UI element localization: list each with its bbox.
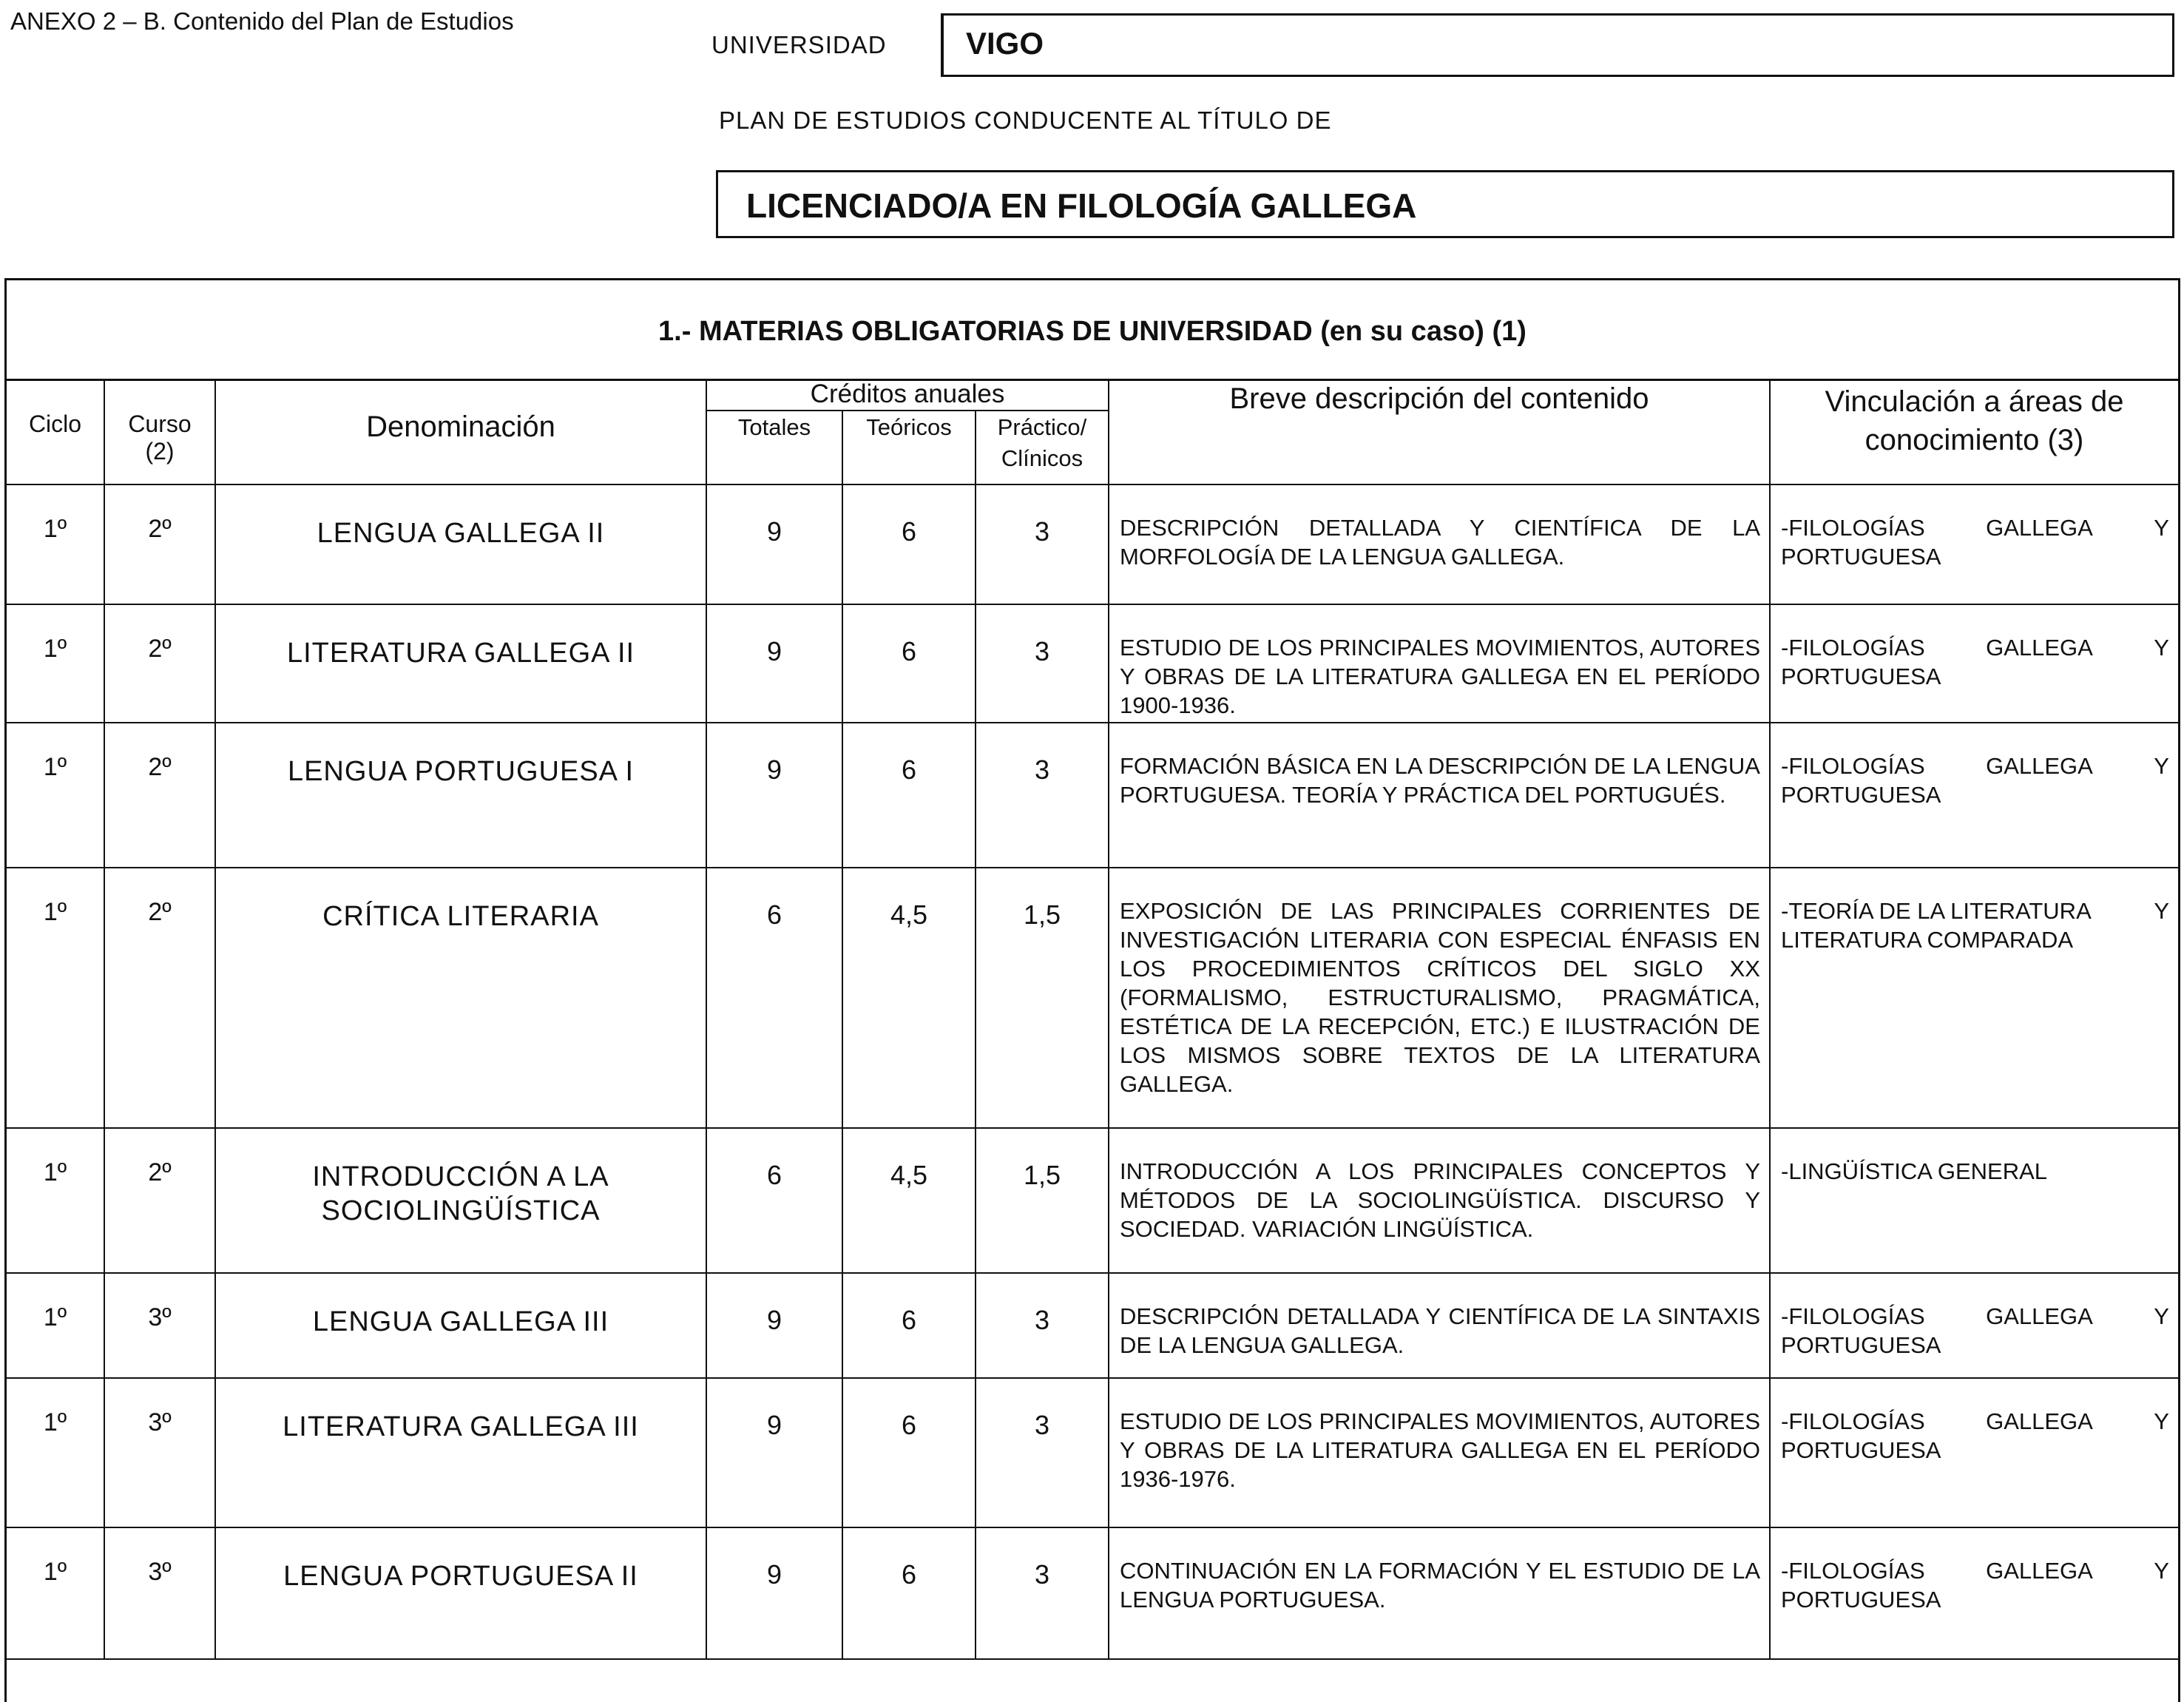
- ciclo-text: 1º: [43, 1408, 67, 1436]
- col-teoricos-header: Teóricos: [842, 411, 976, 484]
- practicos-text: 3: [1034, 1559, 1050, 1590]
- ciclo-text: 1º: [43, 753, 67, 781]
- totales-text: 9: [766, 636, 782, 666]
- col-curso-header: Curso (2): [104, 379, 215, 484]
- vinc-a-text: -LINGÜÍSTICA GENERAL: [1781, 1158, 2048, 1184]
- practicos-cell: [976, 1128, 1109, 1273]
- descripcion-text: DESCRIPCIÓN DETALLADA Y CIENTÍFICA DE LA MORFOLOGÍA DE LA LENGUA GALLEGA.: [1120, 515, 1760, 570]
- practicos-cell: [976, 604, 1109, 723]
- ciclo-cell: [7, 1273, 104, 1378]
- teoricos-cell: [842, 1378, 976, 1527]
- curso-cell: [104, 604, 215, 723]
- curso-cell: [104, 1128, 215, 1273]
- practicos-cell: [976, 1378, 1109, 1527]
- ciclo-cell: [7, 1527, 104, 1659]
- descripcion-cell: [1109, 1273, 1770, 1378]
- vinc-b-text: GALLEGA: [1986, 753, 2093, 779]
- teoricos-cell: [842, 868, 976, 1128]
- totales-cell: [706, 1527, 842, 1659]
- denominacion-cell: [215, 1378, 706, 1527]
- col-descripcion-header: Breve descripción del contenido: [1109, 379, 1770, 484]
- denominacion-cell: [215, 723, 706, 868]
- curso-text: 2º: [148, 898, 172, 926]
- vinc-rest-text: PORTUGUESA: [1781, 663, 1941, 689]
- vinc-b-text: GALLEGA: [1986, 1408, 2093, 1434]
- totales-cell: [706, 1273, 842, 1378]
- teoricos-text: 6: [901, 516, 917, 547]
- practicos-cell: [976, 484, 1109, 604]
- descripcion-cell: [1109, 1527, 1770, 1659]
- denominacion-text: LENGUA PORTUGUESA I: [287, 756, 635, 787]
- denominacion-cell: [215, 484, 706, 604]
- table-row: [7, 868, 2178, 1128]
- totales-text: 6: [766, 1160, 782, 1190]
- table-row: [7, 1128, 2178, 1273]
- vinc-rest-text: PORTUGUESA: [1781, 782, 1941, 808]
- vinc-a-text: -TEORÍA DE LA LITERATURA: [1781, 898, 2092, 924]
- curso-text: 3º: [148, 1558, 172, 1586]
- teoricos-cell: [842, 1527, 976, 1659]
- vinc-a-text: -FILOLOGÍAS: [1781, 1303, 1925, 1329]
- ciclo-text: 1º: [43, 898, 67, 926]
- denominacion-cell: [215, 1527, 706, 1659]
- vinculacion-cell: [1770, 1527, 2178, 1659]
- teoricos-cell: [842, 723, 976, 868]
- vinc-a-text: -FILOLOGÍAS: [1781, 753, 1925, 779]
- vinc-rest-text: PORTUGUESA: [1781, 1437, 1941, 1463]
- denominacion-text: LENGUA PORTUGUESA II: [283, 1561, 638, 1592]
- curso-text: 2º: [148, 635, 172, 663]
- curso-text: 2º: [148, 515, 172, 543]
- teoricos-text: 6: [901, 636, 917, 666]
- practicos-cell: [976, 1273, 1109, 1378]
- university-name-box: VIGO: [941, 13, 2174, 77]
- ciclo-cell: [7, 723, 104, 868]
- curso-text: 2º: [148, 1158, 172, 1186]
- practicos-text: 3: [1034, 516, 1050, 547]
- teoricos-text: 6: [901, 754, 917, 785]
- denominacion-text: INTRODUCCIÓN A LA SOCIOLINGÜÍSTICA: [312, 1161, 609, 1226]
- ciclo-cell: [7, 1128, 104, 1273]
- vinc-c-text: Y: [2154, 898, 2169, 924]
- descripcion-text: FORMACIÓN BÁSICA EN LA DESCRIPCIÓN DE LA LENGUA PORTUGUESA. TEORÍA Y PRÁCTICA DEL PORTUGUÉS.: [1120, 753, 1760, 808]
- teoricos-text: 6: [901, 1305, 917, 1335]
- ciclo-cell: [7, 484, 104, 604]
- annex-heading: [10, 7, 514, 36]
- totales-text: 9: [766, 1410, 782, 1440]
- descripcion-text: DESCRIPCIÓN DETALLADA Y CIENTÍFICA DE LA SINTAXIS DE LA LENGUA GALLEGA.: [1120, 1303, 1760, 1358]
- descripcion-cell: [1109, 484, 1770, 604]
- vinculacion-cell: [1770, 484, 2178, 604]
- ciclo-text: 1º: [43, 1558, 67, 1586]
- ciclo-cell: [7, 1378, 104, 1527]
- denominacion-cell: [215, 1273, 706, 1378]
- totales-text: 9: [766, 1559, 782, 1590]
- totales-text: 9: [766, 754, 782, 785]
- degree-title-box: LICENCIADO/A EN FILOLOGÍA GALLEGA: [716, 170, 2174, 238]
- practicos-text: 3: [1034, 1410, 1050, 1440]
- col-vinculacion-header: Vinculación a áreas de conocimiento (3): [1770, 379, 2178, 484]
- curso-cell: [104, 1527, 215, 1659]
- table-row: [7, 723, 2178, 868]
- ciclo-text: 1º: [43, 1303, 67, 1331]
- vinc-a-text: -FILOLOGÍAS: [1781, 1558, 1925, 1584]
- practicos-text: 3: [1034, 1305, 1050, 1335]
- col-denominacion-header: Denominación: [215, 379, 706, 484]
- vinc-c-text: Y: [2154, 635, 2169, 661]
- totales-cell: [706, 723, 842, 868]
- annex-prefix: ANEXO 2 – B.: [10, 7, 166, 35]
- curso-cell: [104, 1378, 215, 1527]
- table-row: [7, 604, 2178, 723]
- vinculacion-cell: [1770, 1273, 2178, 1378]
- teoricos-text: 4,5: [890, 899, 928, 930]
- col-practicos-header: Práctico/ Clínicos: [976, 411, 1109, 484]
- ciclo-text: 1º: [43, 635, 67, 663]
- practicos-cell: [976, 723, 1109, 868]
- practicos-text: 3: [1034, 754, 1050, 785]
- denominacion-cell: [215, 1128, 706, 1273]
- descripcion-cell: [1109, 868, 1770, 1128]
- table-row: [7, 484, 2178, 604]
- vinc-a-text: -FILOLOGÍAS: [1781, 635, 1925, 661]
- descripcion-text: EXPOSICIÓN DE LAS PRINCIPALES CORRIENTES DE INVESTIGACIÓN LITERARIA CON ESPECIAL ÉNFASIS EN LOS PROCEDIMIENTOS CRÍTICOS DEL SIGLO XX (FORMALISMO, ESTRUCTURALISMO, PRAGMÁTICA, ESTÉTICA DE LA RECEPCIÓN, ETC.) E ILUSTRACIÓN DE LOS MISMOS SOBRE TEXTOS DE LA LITERATURA GALLEGA.: [1120, 898, 1760, 1097]
- descripcion-cell: [1109, 1128, 1770, 1273]
- section-title: 1.- MATERIAS OBLIGATORIAS DE UNIVERSIDAD (en su caso) (1): [7, 280, 2178, 381]
- col-creditos-group-header: Créditos anuales: [706, 379, 1109, 411]
- subjects-sheet: [4, 278, 2180, 1702]
- curso-cell: [104, 1273, 215, 1378]
- totales-text: 9: [766, 1305, 782, 1335]
- vinc-c-text: Y: [2154, 1303, 2169, 1329]
- teoricos-cell: [842, 604, 976, 723]
- vinc-rest-text: PORTUGUESA: [1781, 1332, 1941, 1358]
- curso-text: 3º: [148, 1408, 172, 1436]
- subjects-table: [7, 379, 2178, 1660]
- teoricos-cell: [842, 484, 976, 604]
- vinc-c-text: Y: [2154, 753, 2169, 779]
- vinculacion-cell: [1770, 604, 2178, 723]
- teoricos-text: 4,5: [890, 1160, 928, 1190]
- plan-label: PLAN DE ESTUDIOS CONDUCENTE AL TÍTULO DE: [719, 107, 1332, 134]
- curso-text: 3º: [148, 1303, 172, 1331]
- vinc-b-text: GALLEGA: [1986, 515, 2093, 541]
- ciclo-text: 1º: [43, 515, 67, 543]
- table-row: [7, 1527, 2178, 1659]
- totales-cell: [706, 868, 842, 1128]
- ciclo-cell: [7, 868, 104, 1128]
- vinc-b-text: GALLEGA: [1986, 635, 2093, 661]
- vinc-b-text: GALLEGA: [1986, 1558, 2093, 1584]
- practicos-cell: [976, 1527, 1109, 1659]
- university-label: UNIVERSIDAD: [711, 31, 887, 58]
- vinculacion-cell: [1770, 1128, 2178, 1273]
- descripcion-cell: [1109, 1378, 1770, 1527]
- descripcion-text: ESTUDIO DE LOS PRINCIPALES MOVIMIENTOS, AUTORES Y OBRAS DE LA LITERATURA GALLEGA EN EL PERÍODO 1936-1976.: [1120, 1408, 1760, 1492]
- vinc-rest-text: PORTUGUESA: [1781, 1587, 1941, 1612]
- totales-text: 6: [766, 899, 782, 930]
- header-row-top: [7, 379, 2178, 411]
- vinc-c-text: Y: [2154, 1408, 2169, 1434]
- totales-cell: [706, 1128, 842, 1273]
- vinc-rest-text: LITERATURA COMPARADA: [1781, 927, 2074, 953]
- vinc-rest-text: PORTUGUESA: [1781, 544, 1941, 570]
- curso-cell: [104, 868, 215, 1128]
- denominacion-cell: [215, 604, 706, 723]
- annex-text: Contenido del Plan de Estudios: [173, 7, 514, 35]
- vinc-a-text: -FILOLOGÍAS: [1781, 1408, 1925, 1434]
- denominacion-cell: [215, 868, 706, 1128]
- curso-text: 2º: [148, 753, 172, 781]
- denominacion-text: LENGUA GALLEGA III: [312, 1306, 609, 1337]
- denominacion-text: CRÍTICA LITERARIA: [322, 901, 599, 932]
- totales-cell: [706, 604, 842, 723]
- col-totales-header: Totales: [706, 411, 842, 484]
- practicos-text: 3: [1034, 636, 1050, 666]
- totales-cell: [706, 1378, 842, 1527]
- teoricos-cell: [842, 1273, 976, 1378]
- col-ciclo-header: Ciclo: [7, 379, 104, 484]
- denominacion-text: LENGUA GALLEGA II: [317, 518, 605, 549]
- vinculacion-cell: [1770, 868, 2178, 1128]
- descripcion-cell: [1109, 723, 1770, 868]
- vinc-c-text: Y: [2154, 515, 2169, 541]
- vinculacion-cell: [1770, 723, 2178, 868]
- curso-cell: [104, 723, 215, 868]
- teoricos-text: 6: [901, 1559, 917, 1590]
- totales-text: 9: [766, 516, 782, 547]
- practicos-text: 1,5: [1023, 1160, 1061, 1190]
- table-row: [7, 1378, 2178, 1527]
- practicos-cell: [976, 868, 1109, 1128]
- practicos-text: 1,5: [1023, 899, 1061, 930]
- vinc-a-text: -FILOLOGÍAS: [1781, 515, 1925, 541]
- denominacion-text: LITERATURA GALLEGA III: [283, 1411, 639, 1442]
- teoricos-text: 6: [901, 1410, 917, 1440]
- descripcion-text: CONTINUACIÓN EN LA FORMACIÓN Y EL ESTUDIO DE LA LENGUA PORTUGUESA.: [1120, 1558, 1760, 1612]
- descripcion-text: INTRODUCCIÓN A LOS PRINCIPALES CONCEPTOS Y MÉTODOS DE LA SOCIOLINGÜÍSTICA. DISCURSO Y SOCIEDAD. VARIACIÓN LINGÜÍSTICA.: [1120, 1158, 1760, 1242]
- descripcion-text: ESTUDIO DE LOS PRINCIPALES MOVIMIENTOS, AUTORES Y OBRAS DE LA LITERATURA GALLEGA EN EL PERÍODO 1900-1936.: [1120, 635, 1760, 718]
- totales-cell: [706, 484, 842, 604]
- denominacion-text: LITERATURA GALLEGA II: [286, 638, 635, 669]
- vinc-b-text: GALLEGA: [1986, 1303, 2093, 1329]
- teoricos-cell: [842, 1128, 976, 1273]
- ciclo-cell: [7, 604, 104, 723]
- ciclo-text: 1º: [43, 1158, 67, 1186]
- curso-cell: [104, 484, 215, 604]
- vinculacion-cell: [1770, 1378, 2178, 1527]
- descripcion-cell: [1109, 604, 1770, 723]
- vinc-c-text: Y: [2154, 1558, 2169, 1584]
- table-row: [7, 1273, 2178, 1378]
